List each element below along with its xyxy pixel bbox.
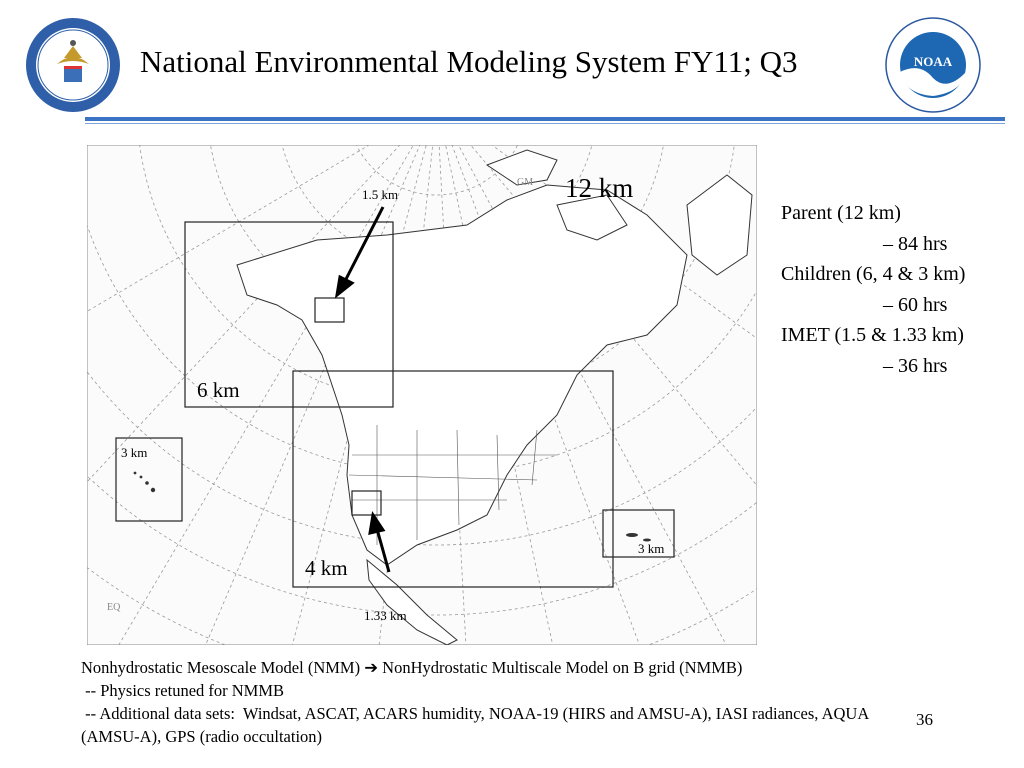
caption-line-2: -- Physics retuned for NMMB xyxy=(81,681,285,700)
caption-line-3: -- Additional data sets: Windsat, ASCAT, ACARS humidity, NOAA-19 (HIRS and AMSU-A), IASI radiances, AQUA (AMSU-A), GPS (radio occultation) xyxy=(81,704,873,746)
note-parent-hours: – 84 hrs xyxy=(883,232,948,255)
page-number: 36 xyxy=(916,710,933,729)
right-arrow-icon: ➔ xyxy=(364,658,379,677)
label-1p33km: 1.33 km xyxy=(364,608,407,623)
title-rule xyxy=(85,117,1005,121)
forecast-notes xyxy=(781,198,965,381)
noaa-logo xyxy=(884,16,982,114)
note-imet: IMET (1.5 & 1.33 km) xyxy=(781,324,964,346)
label-12km: 12 km xyxy=(565,173,634,203)
note-imet-hours: – 36 hrs xyxy=(883,354,948,377)
caption xyxy=(81,656,901,748)
note-children-hours: – 60 hrs xyxy=(883,293,948,316)
label-4km: 4 km xyxy=(305,556,348,580)
title-rule-thin xyxy=(85,123,1005,124)
map-grid-letters-top: GM xyxy=(517,177,534,188)
note-parent: Parent (12 km) xyxy=(781,202,901,224)
map-grid-letters-left: EQ xyxy=(107,602,121,613)
label-pr-3km: 3 km xyxy=(638,541,665,556)
label-6km: 6 km xyxy=(197,378,240,402)
label-1p5km: 1.5 km xyxy=(362,187,399,202)
label-hawaii-3km: 3 km xyxy=(121,445,148,460)
noaa-text: NOAA xyxy=(913,54,953,69)
department-of-commerce-seal xyxy=(24,16,122,114)
caption-nmmb: NonHydrostatic Multiscale Model on B grid (NMMB) xyxy=(382,658,743,677)
caption-line-1 xyxy=(81,656,901,679)
domain-map xyxy=(87,145,757,645)
caption-nmm: Nonhydrostatic Mesoscale Model (NMM) xyxy=(81,658,361,677)
note-children: Children (6, 4 & 3 km) xyxy=(781,263,966,285)
slide-title: National Environmental Modeling System FY11; Q3 xyxy=(140,44,798,79)
